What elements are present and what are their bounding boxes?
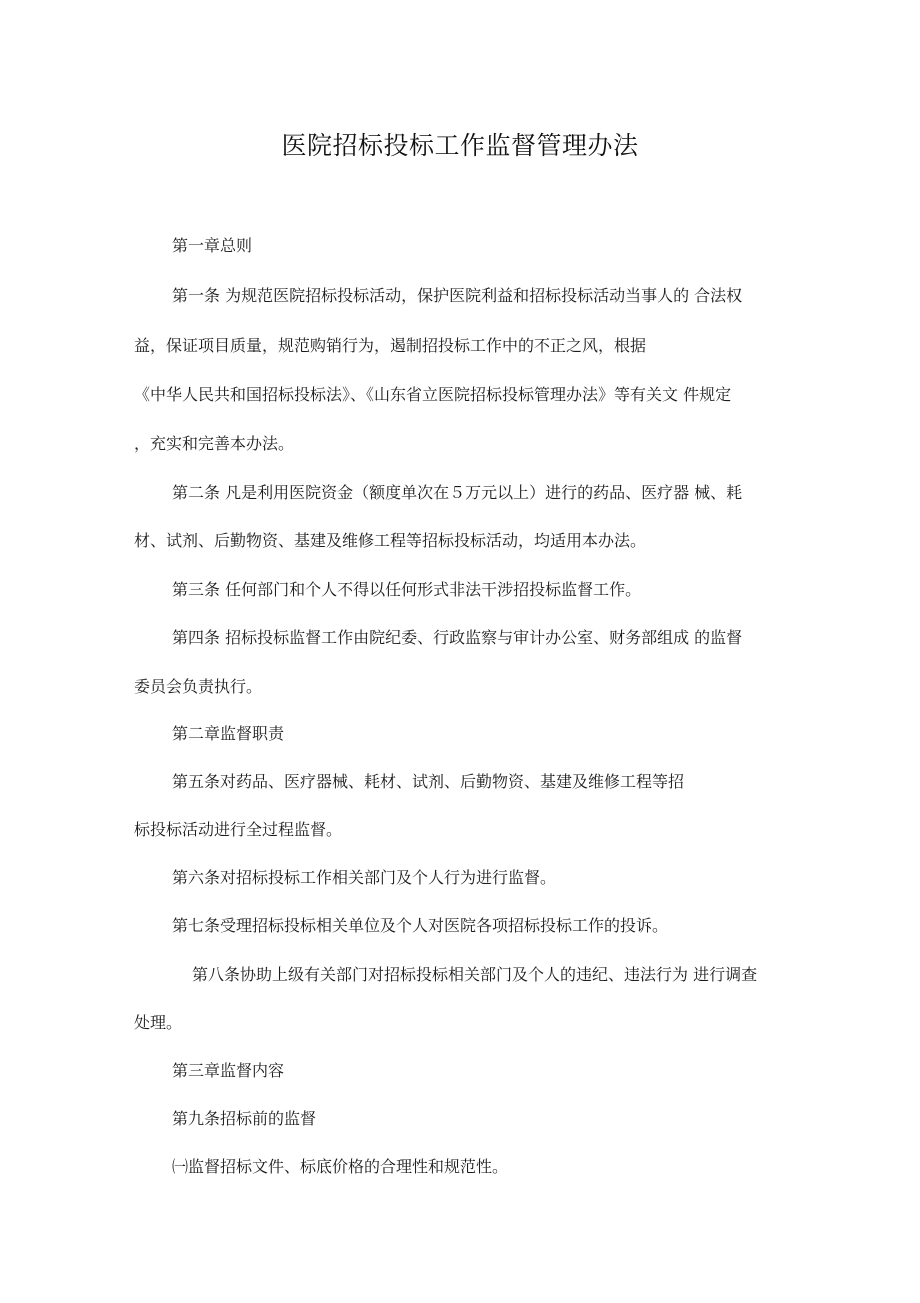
article-5-line-2: 标投标活动进行全过程监督。 [134,820,343,839]
article-7: 第七条受理招标投标相关单位及个人对医院各项招标投标工作的投诉。 [172,916,669,935]
chapter-2-heading: 第二章监督职责 [172,724,285,743]
article-1-line-1: 第一条 为规范医院招标投标活动，保护医院利益和招标投标活动当事人的 合法权 [172,286,743,305]
document-title: 医院招标投标工作监督管理办法 [281,131,639,160]
chapter-1-heading: 第一章总则 [172,236,253,255]
article-4-line-2: 委员会负责执行。 [134,677,263,696]
article-5-line-1: 第五条对药品、医疗器械、耗材、试剂、后勤物资、基建及维修工程等招 [172,772,685,791]
article-2-line-2: 材、试剂、后勤物资、基建及维修工程等招标投标活动，均适用本办法。 [134,531,647,550]
article-9-heading: 第九条招标前的监督 [172,1109,317,1128]
article-8-line-2: 处理。 [134,1013,183,1032]
chapter-3-heading: 第三章监督内容 [172,1061,285,1080]
article-1-line-2: 益，保证项目质量，规范购销行为，遏制招投标工作中的不正之风，根据 [134,336,647,355]
article-8-line-1: 第八条协助上级有关部门对招标投标相关部门及个人的违纪、违法行为 进行调查 [192,965,758,984]
article-2-line-1: 第二条 凡是利用医院资金（额度单次在５万元以上）进行的药品、医疗器 械、耗 [172,483,743,502]
article-3: 第三条 任何部门和个人不得以任何形式非法干涉招投标监督工作。 [172,580,642,599]
article-9-item-1: ㈠监督招标文件、标底价格的合理性和规范性。 [172,1157,509,1176]
article-1-line-4: ，充实和完善本办法。 [134,434,295,453]
article-6: 第六条对招标投标工作相关部门及个人行为进行监督。 [172,868,557,887]
article-4-line-1: 第四条 招标投标监督工作由院纪委、行政监察与审计办公室、财务部组成 的监督 [172,628,743,647]
article-1-line-3: 《中华人民共和国招标投标法》、《山东省立医院招标投标管理办法》等有关文 件规定 [134,385,732,404]
